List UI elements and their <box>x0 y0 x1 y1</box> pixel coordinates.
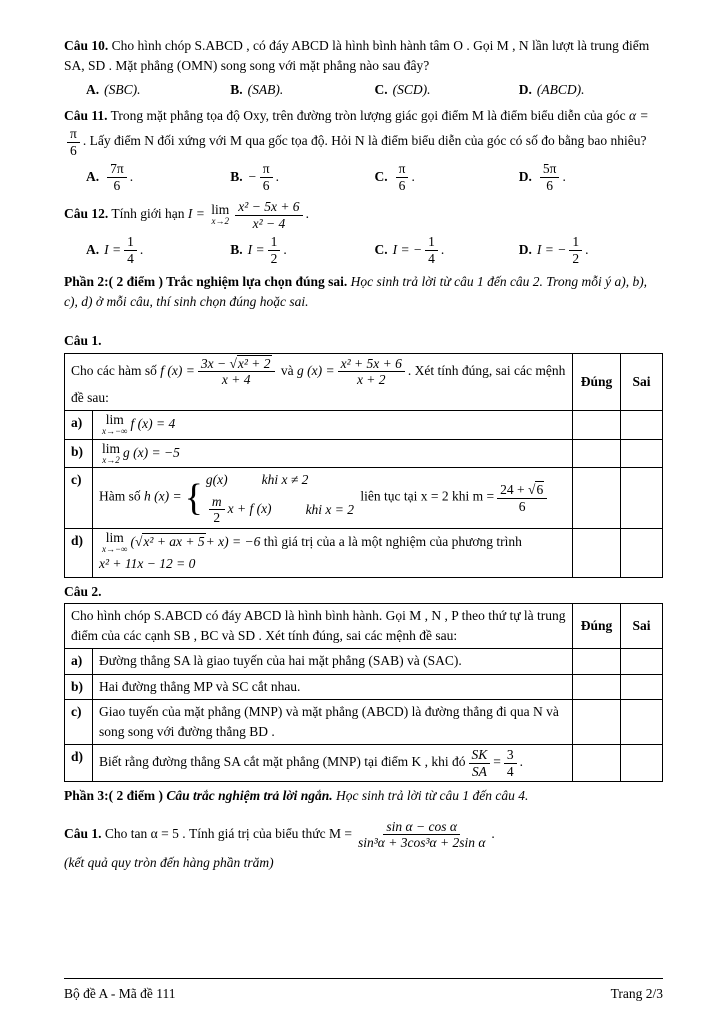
numerator-pre: 24 + <box>500 482 525 497</box>
footer-left: Bộ đề A - Mã đề 111 <box>64 985 176 1001</box>
question-label: Câu 1. <box>64 825 102 841</box>
dung-answer-cell <box>573 528 621 577</box>
option-text: (SAB). <box>247 81 284 97</box>
option-label: C. <box>374 81 388 97</box>
dung-answer-cell <box>573 674 621 699</box>
option-11c <box>375 161 519 193</box>
piecewise-function <box>185 470 354 525</box>
question-12-body: Tính giới hạn <box>111 206 185 222</box>
option-post: . <box>283 241 287 257</box>
fraction-denominator: 6 <box>546 177 554 193</box>
row-label: a) <box>65 649 93 674</box>
part3-title: Phần 3:( 2 điểm ) <box>64 788 163 804</box>
option-10c <box>375 80 519 100</box>
option-label: A. <box>86 81 100 97</box>
sai-answer-cell <box>621 699 663 745</box>
dung-answer-cell <box>573 439 621 468</box>
limit-subscript: x→2 <box>102 454 120 465</box>
fraction <box>268 234 281 266</box>
question-11 <box>64 106 663 193</box>
option-11a <box>86 161 230 193</box>
statement-line1 <box>99 531 566 555</box>
table-cau1 <box>64 353 663 578</box>
question-12-options <box>86 234 663 266</box>
row-label: b) <box>65 439 93 468</box>
option-label: D. <box>518 168 532 184</box>
option-pre: − <box>247 168 257 184</box>
fraction <box>469 747 491 779</box>
fraction <box>355 819 488 851</box>
table2-header-row <box>65 603 663 649</box>
table-cau2 <box>64 603 663 783</box>
option-text: (SCD). <box>392 81 431 97</box>
fraction-denominator: x + 2 <box>356 372 386 388</box>
limit-operator <box>211 203 229 227</box>
fraction-numerator: 3 <box>504 747 517 764</box>
limit-subscript: x→2 <box>211 216 230 227</box>
numerator-pre: 3x − <box>200 355 227 371</box>
intro-mid: và <box>280 362 294 378</box>
fraction <box>425 234 438 266</box>
sai-answer-cell <box>621 439 663 468</box>
case-1 <box>206 470 354 490</box>
fraction-denominator: x² − 4 <box>252 215 286 231</box>
dung-answer-cell <box>573 411 621 440</box>
fraction-numerator: π <box>396 161 409 178</box>
statement-line2: x² + 11x − 12 = 0 <box>99 556 196 572</box>
row-label: c) <box>65 468 93 528</box>
option-12c <box>375 234 519 266</box>
option-pre: I = <box>104 241 122 257</box>
limit-subscript: x→−∞ <box>102 426 128 437</box>
row-content <box>93 468 573 528</box>
option-10b <box>230 80 374 100</box>
row-content <box>93 439 573 468</box>
fraction-numerator: 1 <box>124 234 137 251</box>
question-12 <box>64 199 663 266</box>
row-label: c) <box>65 699 93 745</box>
option-label: A. <box>86 168 100 184</box>
part3-header <box>64 786 663 806</box>
fraction-denominator: SA <box>471 763 487 779</box>
question-10 <box>64 36 663 100</box>
fraction <box>209 494 225 526</box>
limit-subscript: x→−∞ <box>102 543 128 554</box>
fraction-numerator: 5π <box>540 161 560 178</box>
row-content: Giao tuyến của mặt phẳng (MNP) và mặt phẳng (ABCD) là đường thẳng đi qua N và song song với đường thẳng BD . <box>93 699 573 745</box>
option-label: C. <box>374 241 388 257</box>
sai-header: Sai <box>621 353 663 410</box>
fraction <box>540 161 560 193</box>
option-post: . <box>562 168 566 184</box>
fraction-denominator: 4 <box>506 763 514 779</box>
row-content <box>93 745 573 782</box>
fraction-numerator: π <box>260 161 273 178</box>
fraction-denominator: 4 <box>428 250 435 266</box>
case-condition: khi x = 2 <box>305 501 355 517</box>
question-12-post: . <box>305 206 309 222</box>
fraction <box>497 482 547 514</box>
table2-row-a <box>65 649 663 674</box>
fraction-denominator: 4 <box>127 250 134 266</box>
fraction <box>569 234 582 266</box>
fraction <box>235 199 302 231</box>
f-equation: f (x) = <box>160 362 195 378</box>
fraction <box>107 161 127 193</box>
table1-label: Câu 1. <box>64 332 102 348</box>
table1-row-b <box>65 439 663 468</box>
sai-answer-cell <box>621 411 663 440</box>
i-equation: I = <box>187 206 205 222</box>
row-content <box>93 528 573 577</box>
fraction-numerator <box>497 482 547 499</box>
fraction-denominator: sin³α + 3cos³α + 2sin α <box>357 835 486 851</box>
g-equation: g (x) = <box>297 362 335 378</box>
expression-close: + x) = −6 <box>205 533 261 549</box>
question-10-body: Cho hình chóp S.ABCD , có đáy ABCD là hình bình hành tâm O . Gọi M , N lần lượt là trung điểm SA, SD . Mặt phẳng (OMN) song song với mặt phẳng nào sau đây? <box>64 38 650 74</box>
fraction <box>67 126 80 158</box>
fraction <box>198 356 275 388</box>
sai-answer-cell <box>621 468 663 528</box>
table1-intro-cell <box>65 353 573 410</box>
question-10-options <box>86 80 663 100</box>
option-post: . <box>440 241 445 257</box>
dung-header: Đúng <box>573 353 621 410</box>
equals-sign: = <box>493 754 501 770</box>
option-12d <box>519 234 663 266</box>
option-label: B. <box>230 81 243 97</box>
fraction-numerator <box>198 356 275 373</box>
row-label: d) <box>65 745 93 782</box>
page-footer <box>64 978 663 1004</box>
radicand: x² + ax + 5 <box>143 533 205 549</box>
option-11d <box>519 161 663 193</box>
fraction <box>338 356 405 388</box>
table1-header-row <box>65 353 663 410</box>
sqrt-icon <box>135 533 206 549</box>
part2-header <box>64 272 663 313</box>
question-11-text <box>64 106 663 158</box>
intro-post: . Xét tính đúng, sai các mệnh đề sau: <box>71 362 566 405</box>
option-pre: I = − <box>536 241 567 257</box>
fraction <box>396 161 409 193</box>
option-label: D. <box>518 81 532 97</box>
brace-icon <box>185 482 203 514</box>
case-expression <box>206 494 272 526</box>
row-label: b) <box>65 674 93 699</box>
sai-header: Sai <box>621 603 663 649</box>
row-content: Hai đường thẳng MP và SC cắt nhau. <box>93 674 573 699</box>
part3-question-1 <box>64 819 663 851</box>
limit-operator <box>102 413 127 437</box>
table1-row-a <box>65 411 663 440</box>
sqrt-icon <box>229 355 271 371</box>
fraction-numerator: x² − 5x + 6 <box>235 199 302 216</box>
fraction <box>504 747 517 779</box>
option-label: C. <box>374 168 388 184</box>
part2-instructions: Học sinh trả lời từ câu 1 đến câu 2. Trong mỗi ý a), b), c), d) ở mỗi câu, thí sinh chọn đúng hoặc sai. <box>64 274 648 310</box>
fraction-denominator: 6 <box>113 177 121 193</box>
option-label: A. <box>86 241 100 257</box>
question-11-body2: . Lấy điểm N đối xứng với M qua gốc tọa độ. Hỏi N là điểm biểu diễn của góc có số đo bằng bao nhiêu? <box>82 133 647 149</box>
row-label: a) <box>65 411 93 440</box>
radicand: 6 <box>536 482 544 497</box>
part3-subtitle: Câu trắc nghiệm trả lời ngắn. <box>166 788 333 804</box>
question-10-label: Câu 10. <box>64 38 109 53</box>
table2-row-c <box>65 699 663 745</box>
option-10a <box>86 80 230 100</box>
h-equation: h (x) = <box>144 489 182 505</box>
open-paren: ( <box>130 533 135 549</box>
option-pre: I = − <box>392 241 423 257</box>
option-10d <box>519 80 663 100</box>
limit-word: lim <box>105 529 124 545</box>
option-post: . <box>411 168 415 184</box>
rounding-note: (kết quả quy tròn đến hàng phần trăm) <box>64 854 274 870</box>
fraction-numerator: 1 <box>425 234 438 251</box>
statement-pre: Hàm số <box>99 489 141 505</box>
limit-word: lim <box>102 440 121 456</box>
fraction-denominator: 2 <box>270 250 278 266</box>
option-post: . <box>139 241 144 257</box>
fraction-numerator: 7π <box>107 161 127 178</box>
question-10-text <box>64 36 663 77</box>
table2-row-b <box>65 674 663 699</box>
question-post: . <box>491 825 495 841</box>
limit-word: lim <box>105 412 124 428</box>
option-text: (ABCD). <box>536 81 585 97</box>
question-11-label: Câu 11. <box>64 107 108 123</box>
table2-label: Câu 2. <box>64 583 102 599</box>
fraction-numerator: 1 <box>268 234 281 251</box>
statement: g (x) = −5 <box>123 444 180 460</box>
fraction-numerator: SK <box>469 747 491 764</box>
table1-row-c <box>65 468 663 528</box>
table2-row-d <box>65 745 663 782</box>
option-text: (SBC). <box>104 81 141 97</box>
fraction-numerator: 1 <box>569 234 582 251</box>
statement-mid: liên tục tại x = 2 khi m = <box>360 489 495 505</box>
dung-answer-cell <box>573 649 621 674</box>
sqrt-icon <box>528 481 544 497</box>
intro-pre: Cho các hàm số <box>71 362 157 378</box>
fraction-numerator: x² + 5x + 6 <box>338 356 405 373</box>
limit-word: lim <box>211 202 230 218</box>
case-expression: g(x) <box>205 472 228 488</box>
statement-pre: Biết rằng đường thẳng SA cắt mặt phẳng (MNP) tại điểm K , khi đó <box>99 754 466 770</box>
limit-operator <box>102 531 127 555</box>
fraction-denominator: 6 <box>398 177 406 193</box>
dung-answer-cell <box>573 468 621 528</box>
fraction-denominator: x + 4 <box>221 372 251 388</box>
sai-answer-cell <box>621 649 663 674</box>
footer-right: Trang 2/3 <box>610 985 663 1001</box>
row-content <box>93 411 573 440</box>
case-2 <box>206 494 354 526</box>
sai-answer-cell <box>621 528 663 577</box>
option-12b <box>230 234 374 266</box>
fraction-numerator: m <box>209 494 225 511</box>
question-11-options <box>86 161 663 193</box>
fraction-denominator: 6 <box>70 142 77 158</box>
option-11b <box>230 161 374 193</box>
dung-header: Đúng <box>573 603 621 649</box>
statement-text: thì giá trị của a là một nghiệm của phương trình <box>263 533 522 549</box>
option-label: B. <box>230 241 243 257</box>
question-body: Cho tan α = 5 . Tính giá trị của biểu thức M = <box>104 825 352 841</box>
question-12-text <box>64 199 663 231</box>
fraction <box>260 161 273 193</box>
part2-title: Phần 2:( 2 điểm ) Trắc nghiệm lựa chọn đúng sai. <box>64 274 348 290</box>
question-12-label: Câu 12. <box>64 206 109 222</box>
question-11-body1: Trong mặt phẳng tọa độ Oxy, trên đường tròn lượng giác gọi điểm M là điểm biểu diễn của góc <box>110 107 626 123</box>
part3-instructions: Học sinh trả lời từ câu 1 đến câu 4. <box>336 788 529 804</box>
radicand: x² + 2 <box>237 355 271 371</box>
dung-answer-cell <box>573 699 621 745</box>
option-post: . <box>275 168 279 184</box>
table1-row-d <box>65 528 663 577</box>
limit-operator <box>102 442 120 466</box>
fraction-numerator: π <box>67 126 80 143</box>
option-post: . <box>585 241 589 257</box>
fraction-denominator: 6 <box>262 177 270 193</box>
option-post: . <box>129 168 134 184</box>
piecewise-cases <box>206 470 354 525</box>
statement-post: . <box>519 754 524 770</box>
fraction-denominator: 2 <box>572 250 580 266</box>
fraction-denominator: 6 <box>518 498 526 514</box>
row-content: Đường thẳng SA là giao tuyến của hai mặt phẳng (SAB) và (SAC). <box>93 649 573 674</box>
table2-intro-cell: Cho hình chóp S.ABCD có đáy ABCD là hình bình hành. Gọi M , N , P theo thứ tự là trung điểm của các cạnh SB , BC và SD . Xét tính đúng, sai các mệnh đề sau: <box>65 603 573 649</box>
alpha-equation: α = <box>628 107 649 123</box>
row-label: d) <box>65 528 93 577</box>
option-pre: I = <box>247 241 265 257</box>
sai-answer-cell <box>621 745 663 782</box>
statement: f (x) = 4 <box>130 416 176 432</box>
fraction <box>124 234 137 266</box>
case-condition: khi x ≠ 2 <box>261 472 309 488</box>
fraction-denominator: 2 <box>213 510 221 526</box>
option-label: B. <box>230 168 243 184</box>
option-12a <box>86 234 230 266</box>
fraction-numerator: sin α − cos α <box>383 819 460 836</box>
dung-answer-cell <box>573 745 621 782</box>
sai-answer-cell <box>621 674 663 699</box>
case-expression-rest: x + f (x) <box>227 500 272 516</box>
option-label: D. <box>518 241 532 257</box>
